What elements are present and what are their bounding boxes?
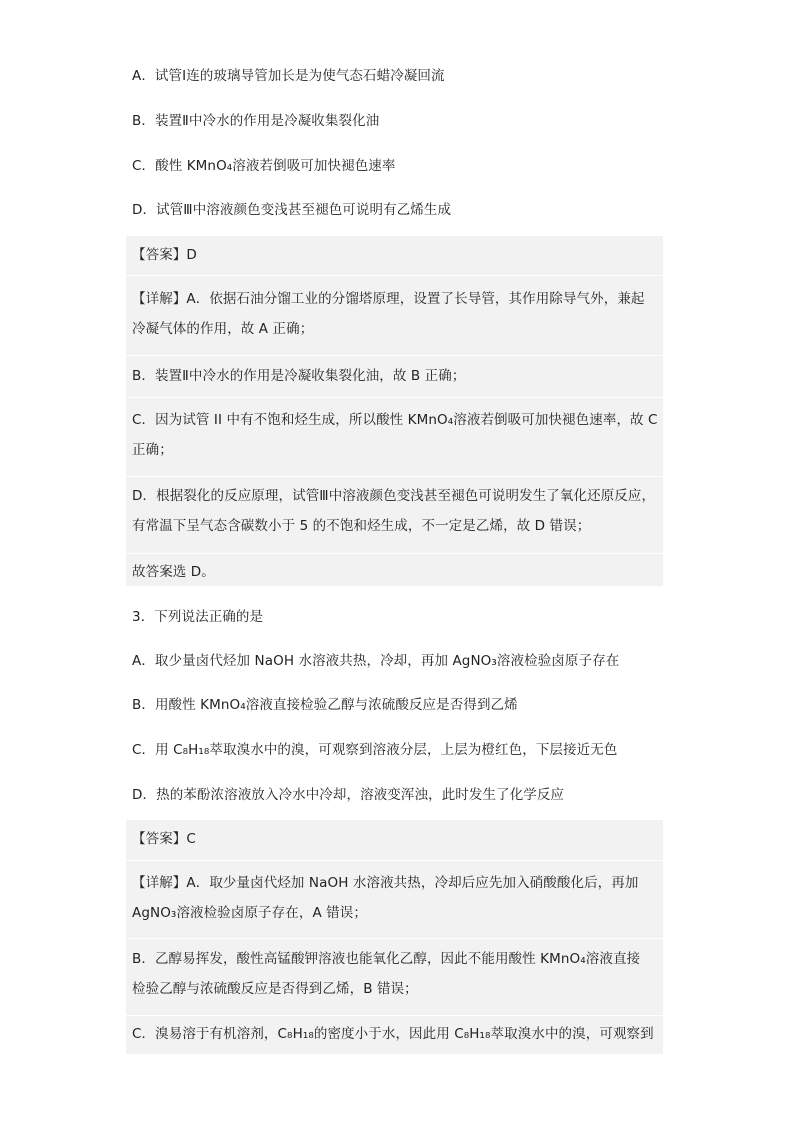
divider [126,397,663,398]
q2-explanation-d-line1: D．根据裂化的反应原理，试管Ⅲ中溶液颜色变浅甚至褪色可说明发生了氧化还原反应， [132,488,656,504]
q2-explanation-c-line2: 正确； [132,442,173,458]
divider [126,275,663,276]
q3-option-a: A．取少量卤代烃加 NaOH 水溶液共热，冷却，再加 AgNO₃溶液检验卤原子存在 [132,653,620,669]
q3-explanation-c-line1: C．溴易溶于有机溶剂，C₈H₁₈的密度小于水，因此用 C₈H₁₈萃取溴水中的溴，可观察到 [132,1026,654,1042]
q3-option-b: B．用酸性 KMnO₄溶液直接检验乙醇与浓硫酸反应是否得到乙烯 [132,697,518,713]
q2-answer: 【答案】D [132,247,197,263]
q2-explanation-c-line1: C．因为试管 II 中有不饱和烃生成，所以酸性 KMnO₄溶液若倒吸可加快褪色速率，故 C [132,412,658,428]
q2-conclusion: 故答案选 D。 [132,564,215,580]
divider [126,1015,663,1016]
q2-explanation-d-line2: 有常温下呈气态含碳数小于 5 的不饱和烃生成，不一定是乙烯，故 D 错误； [132,518,591,534]
divider [126,476,663,477]
divider [126,860,663,861]
q2-option-a: A．试管Ⅰ连的玻璃导管加长是为使气态石蜡冷凝回流 [132,68,445,84]
divider [126,938,663,939]
q2-explanation-a-line2: 冷凝气体的作用，故 A 正确； [132,321,314,337]
q3-answer-block [126,820,663,1054]
q3-explanation-a-line1: 【详解】A．取少量卤代烃加 NaOH 水溶液共热，冷却后应先加入硝酸酸化后，再加 [132,875,639,891]
divider [126,553,663,554]
q3-option-c: C．用 C₈H₁₈萃取溴水中的溴，可观察到溶液分层，上层为橙红色，下层接近无色 [132,742,618,758]
q3-option-d: D．热的苯酚浓溶液放入冷水中冷却，溶液变浑浊，此时发生了化学反应 [132,787,565,803]
q3-explanation-a-line2: AgNO₃溶液检验卤原子存在，A 错误； [132,905,367,921]
q2-explanation-a-line1: 【详解】A．依据石油分馏工业的分馏塔原理，设置了长导管，其作用除导气外，兼起 [132,291,645,307]
q3-stem: 3．下列说法正确的是 [132,609,264,625]
q2-option-b: B．装置Ⅱ中冷水的作用是冷凝收集裂化油 [132,113,380,129]
q3-explanation-b-line1: B．乙醇易挥发，酸性高锰酸钾溶液也能氧化乙醇，因此不能用酸性 KMnO₄溶液直接 [132,951,641,967]
divider [126,355,663,356]
q3-answer: 【答案】C [132,831,196,847]
q2-option-c: C．酸性 KMnO₄溶液若倒吸可加快褪色速率 [132,158,396,174]
q2-option-d: D．试管Ⅲ中溶液颜色变浅甚至褪色可说明有乙烯生成 [132,202,452,218]
q2-explanation-b: B．装置Ⅱ中冷水的作用是冷凝收集裂化油，故 B 正确； [132,368,466,384]
q3-explanation-b-line2: 检验乙醇与浓硫酸反应是否得到乙烯，B 错误； [132,981,418,997]
